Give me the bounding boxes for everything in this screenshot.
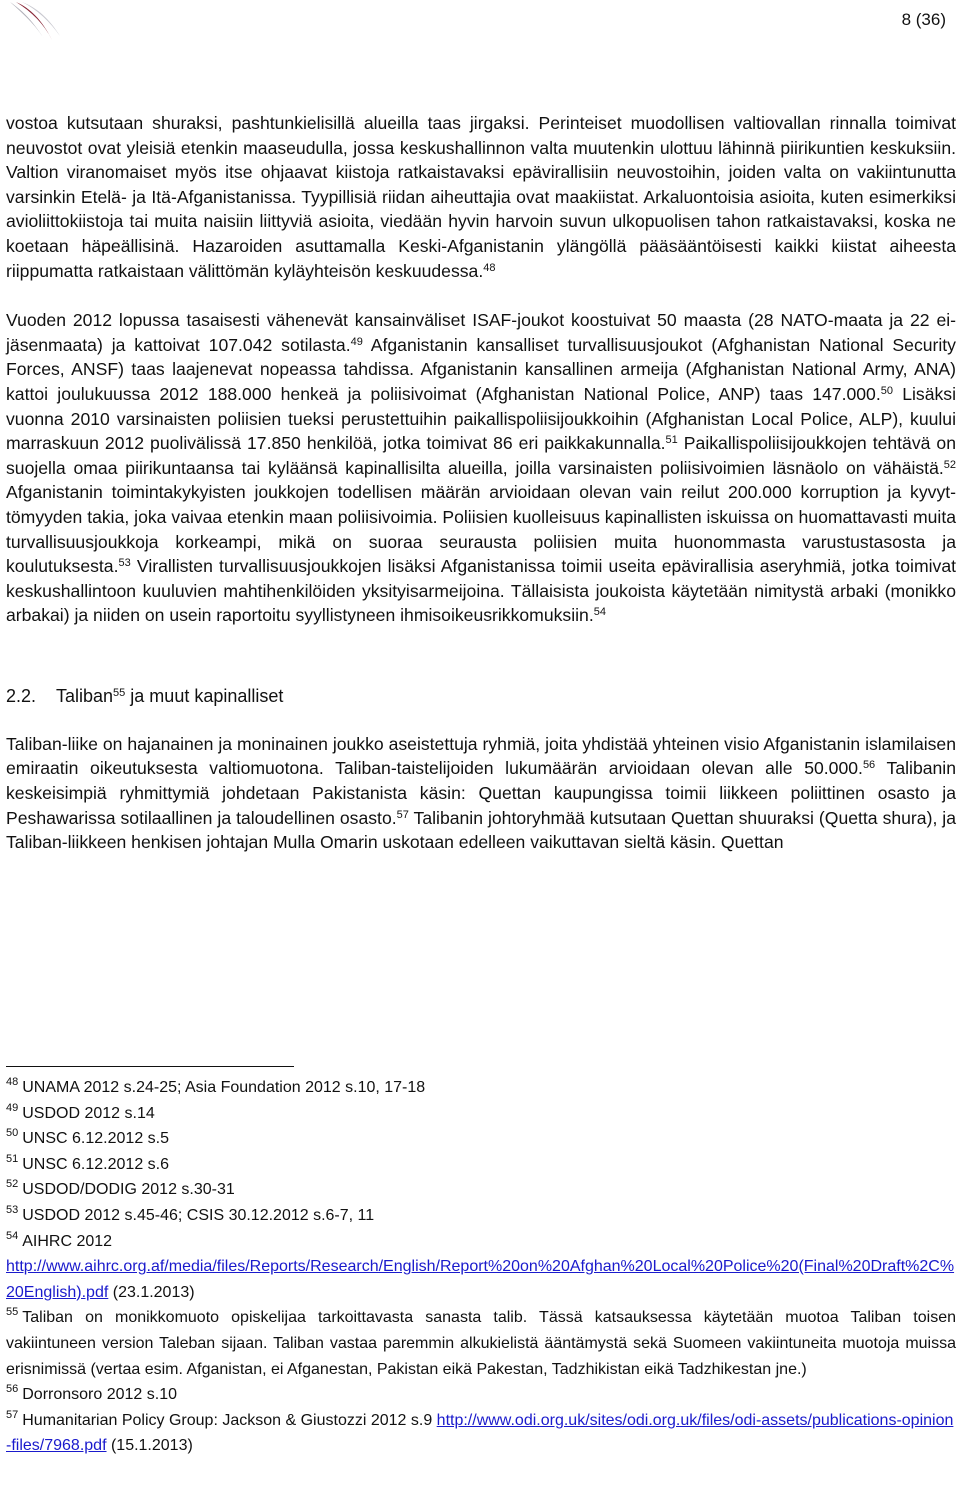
footnote-number: 52: [6, 1178, 19, 1191]
footnote-54: [6, 1229, 956, 1306]
footnote-56: [6, 1382, 956, 1408]
section-title-rest: ja muut kapinalliset: [125, 685, 284, 706]
footnote-ref[interactable]: 54: [593, 606, 606, 619]
footnote-ref[interactable]: 55: [113, 686, 126, 699]
footnote-57: [6, 1408, 956, 1459]
paragraph-text: Talibanin johtoryhmää kutsutaan Quettan shuuraksi (Quetta shura), ja Taliban-liikkeen henkisen johtajan Mulla Omarin uskotaan edelleen vaikuttavan sieltä käsin. Quettan: [6, 807, 957, 853]
footnote-ref[interactable]: 51: [665, 434, 678, 447]
footnote-51: [6, 1152, 956, 1178]
footnotes: [6, 1075, 956, 1459]
main-content: [6, 111, 956, 855]
footnote-ref[interactable]: 56: [862, 759, 876, 772]
footnote-50: [6, 1126, 956, 1152]
footnote-49: [6, 1101, 956, 1127]
paragraph-text: Lisäksi vuonna 2010 varsinaisten poliisien tueksi perustettuihin paikallispoliisijoukkoihin (Afghanistan Local Police, ALP), kuului marraskuun 2012 puolivälissä 17.850 henkilöä, jotka toimivat 86 eri paikkakunnalla.: [6, 383, 956, 454]
footnote-ref[interactable]: 50: [880, 384, 893, 397]
footnote-55: [6, 1305, 956, 1382]
footnote-text: USDOD 2012 s.14: [22, 1104, 155, 1122]
footnote-text: UNSC 6.12.2012 s.5: [22, 1130, 169, 1148]
paragraph-text: Virallisten turvallisuusjoukkojen lisäksi Afganistanissa toimii useita epävirallisia aseryhmiä, jotka toimivat keskushallintoon kuuluvien mahtihenkilöiden yksityisarmeijoina. Tällaisista joukoista käytetään nimitystä arbaki (monikko arbakai) ja niiden on usein raportoitu syyllistyneen ihmisoikeusrikkomuksiin.: [6, 556, 956, 626]
footnote-text: Humanitarian Policy Group: Jackson & Giustozzi 2012 s.9: [22, 1411, 433, 1429]
footnote-text: UNAMA 2012 s.24-25; Asia Foundation 2012 s.10, 17-18: [22, 1079, 426, 1096]
footnote-53: [6, 1203, 956, 1229]
footnote-52: [6, 1177, 956, 1203]
footnote-ref[interactable]: 49: [350, 335, 363, 348]
paragraph-security-forces: [6, 308, 956, 628]
paragraph-text: Taliban-liike on hajanainen ja moninainen joukko aseistettuja ryhmiä, joita yhdistää yhteinen visio Afganistanin islamilaisen emiraatin oikeutuksesta valtiomuotona. Taliban-taistelijoiden lukumäärän arvioidaan olevan alle 50.000.: [6, 733, 956, 779]
footnote-number: 51: [6, 1152, 19, 1165]
footnote-number: 56: [6, 1383, 19, 1396]
footnote-text: Taliban on monikkomuoto opiskelijaa tarkoittavasta sanasta talib. Tässä katsauksessa käytetään muotoa Taliban toisen vakiintuneen version Taleban sijaan. Taliban vastaa paremmin alkukielistä ääntämystä sekä Suomeen vakiintuneita muotoja muissa erisnimissä (vertaa esim. Afganistan, ei Afganestan, Pakistan eikä Pakestan, Tadzhikistan eikä Tadzhikestan jne.): [6, 1309, 956, 1378]
footnote-text: UNSC 6.12.2012 s.6: [22, 1155, 169, 1173]
footnote-ref[interactable]: 53: [118, 557, 131, 570]
footnote-separator: [6, 1066, 294, 1067]
page-number: 8 (36): [901, 10, 946, 29]
footnote-text: AIHRC 2012: [22, 1232, 113, 1250]
footnote-accessed-date: (23.1.2013): [108, 1283, 195, 1301]
section-number: 2.2.: [6, 685, 37, 706]
footnote-text: USDOD 2012 s.45-46; CSIS 30.12.2012 s.6-7, 11: [22, 1206, 375, 1224]
paragraph-text: Vuoden 2012 lopussa tasaisesti vähenevät kansainväliset ISAF-joukot koostuivat 50 maasta (28 NATO-maata ja 22 ei-jäsenmaata) ja kattoivat 107.042 sotilasta.: [6, 310, 956, 355]
footnote-number: 50: [6, 1127, 19, 1140]
footnote-ref[interactable]: 52: [943, 458, 956, 471]
footnote-link[interactable]: http://www.aihrc.org.af/media/files/Reports/Research/English/Report%20on%20Afghan%20Local%20Police%20(Final%20Draft%2C%20English).pdf: [6, 1258, 955, 1301]
footnote-link[interactable]: http://www.odi.org.uk/sites/odi.org.uk/files/odi-assets/publications-opinion-files/7968.pdf: [6, 1411, 954, 1455]
footnote-ref[interactable]: 48: [483, 261, 496, 274]
paragraph-taliban: [6, 732, 956, 855]
footnote-accessed-date: (15.1.2013): [106, 1437, 193, 1455]
paragraph-text: Paikallispoliisijoukkojen tehtävä on suojella omaa piirikuntaansa tai kyläänsä kapinallisilta alueilla, joilla varsinaisten poliisivoimien läsnäolo on vähäistä.: [6, 433, 956, 478]
paragraph-text: Afganistanin kansalliset turvallisuusjoukot (Afghanistan National Security Forces, ANSF) taas laajenevat nopeassa tahdissa. Afganistanin kansallinen armeija (Afghanistan National Army, ANA) kattoi joulukuussa 2012 188.000 henkeä ja poliisivoimat (Afghanistan National Police, ANP) taas 147.000.: [6, 334, 956, 404]
footnote-number: 54: [6, 1229, 19, 1242]
section-title: Taliban: [56, 685, 114, 706]
footnote-number: 53: [6, 1203, 19, 1216]
section-heading: [6, 684, 956, 708]
paragraph-text: vostoa kutsutaan shuraksi, pashtunkielisillä alueilla taas jirgaksi. Perinteiset muodollisen valtiovallan rinnalla toimivat neuvostot ovat yleisiä etenkin maaseudulla, jossa keskushallinnon valta muutenkin ulottuu lähinnä piirikuntien keskuksiin. Valtion viranomaiset myös itse ohjaavat kiistoja ratkaistavaksi epävirallisiin neuvostoihin, joiden valta on vakiintunutta varsinkin Etelä- ja Itä-Afganistanissa. Tyypillisiä riidan aiheuttajia ovat maakiistat. Arkaluontoisia asioita, kuten esimerkiksi avioliittokiistoja tai muita naisiin liittyviä asioita, viedään hyvin harvoin suvun ulkopuolisen tahon ratkaistavaksi, koska ne koetaan häpeällisinä. Hazaroiden asuttamalla Keski-Afganistanin ylängöllä pääsääntöisesti kaikki kiistat aiheesta riippumatta ratkaistaan välittömän kyläyhteisön keskuudessa.: [6, 113, 956, 281]
footnote-number: 49: [6, 1101, 19, 1114]
footnote-ref[interactable]: 57: [396, 808, 409, 821]
paragraph-text: Afganistanin toimintakykyisten joukkojen todellisen määrän arvioidaan olevan vain reilut 200.000 korruption ja kyvyttömyyden takia, joka vaivaa etenkin maan poliisivoimia. Poliisien kuolleisuus kapinallisten iskuissa on huomattavasti muita turvallisuusjoukkoja korkeampi, mikä on suoraa seurausta poliisien muita huonommasta varustustasosta ja koulutuksesta.: [6, 482, 956, 577]
footnote-number: 48: [6, 1076, 19, 1088]
footnote-number: 55: [6, 1306, 19, 1319]
footnote-text: USDOD/DODIG 2012 s.30-31: [22, 1181, 235, 1199]
paragraph-text: Talibanin keskeisimpiä ryhmittymiä johdetaan Pakistanista käsin: Quettan kaupungissa toimii liikkeen poliittinen osasto ja Peshawarissa sotilaallinen ja taloudellinen osasto.: [6, 758, 956, 828]
paragraph-councils: [6, 111, 956, 283]
footnote-text: Dorronsoro 2012 s.10: [22, 1386, 178, 1404]
footnote-48: [6, 1075, 956, 1101]
footnote-number: 57: [6, 1408, 19, 1421]
organization-logo: [8, 0, 64, 46]
